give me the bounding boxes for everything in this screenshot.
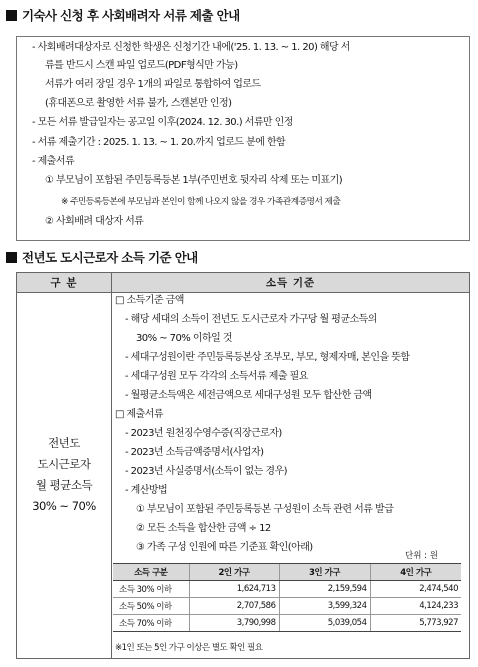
column-header: 3인 가구	[279, 564, 370, 581]
income-threshold-table	[113, 563, 461, 632]
criteria-line: □ 소득기준 금액	[115, 295, 184, 306]
row-label: 소득 70% 이하	[113, 615, 189, 632]
table-cell: 2,159,594	[279, 581, 370, 598]
section1-title: 기숙사 신청 후 사회배려자 서류 제출 안내	[22, 8, 240, 23]
criteria-line: - 세대구성원이란 주민등록등본상 조부모, 부모, 형제자매, 본인을 뜻함	[125, 352, 410, 363]
criteria-line: - 해당 세대의 소득이 전년도 도시근로자 가구당 월 평균소득의	[125, 314, 377, 325]
text-line: ② 사회배려 대상자 서류	[45, 216, 144, 227]
text-line: - 사회배려대상자로 신청한 학생은 신청기간 내에('25. 1. 13. ~ 1. 20) 해당 서	[32, 42, 350, 53]
text-line: 류를 반드시 스캔 파일 업로드(PDF형식만 가능)	[45, 60, 238, 71]
category-line: 도시근로자	[37, 457, 91, 471]
note-line: ※ 주민등록등본에 부모님과 본인이 함께 나오지 않을 경우 가족관계증명서 제출	[61, 197, 341, 207]
criteria-line: □ 제출서류	[115, 409, 163, 420]
criteria-line: - 2023년 소득금액증명서(사업자)	[125, 447, 264, 458]
criteria-line: ① 부모님이 포함된 주민등록등본 구성원이 소득 관련 서류 발급	[136, 504, 394, 515]
criteria-line: ③ 가족 구성 인원에 따른 기준표 확인(아래)	[136, 542, 313, 553]
text-line: - 서류 제출기간 : 2025. 1. 13. ~ 1. 20.까지 업로드 분에 한함	[32, 137, 286, 148]
category-line: 전년도	[48, 436, 80, 450]
table-cell: 3,790,998	[189, 615, 279, 632]
category-line: 30% ~ 70%	[32, 499, 96, 513]
document-submission-box	[16, 36, 470, 241]
income-table-header-row	[113, 564, 461, 581]
table-row	[113, 581, 461, 598]
square-bullet-icon	[6, 10, 17, 21]
table-cell: 2,474,540	[370, 581, 461, 598]
criteria-line: - 세대구성원 모두 각각의 소득서류 제출 필요	[125, 371, 308, 382]
table-cell: 1,624,713	[189, 581, 279, 598]
section1-heading	[6, 6, 240, 24]
text-line: 서류가 여러 장일 경우 1개의 파일로 통합하여 업로드	[45, 79, 261, 90]
table-cell: 5,773,927	[370, 615, 461, 632]
section2-heading	[6, 248, 198, 266]
table-row	[113, 598, 461, 615]
category-cell	[17, 433, 111, 517]
text-line: (휴대폰으로 촬영한 서류 불가, 스캔본만 인정)	[45, 98, 232, 109]
criteria-line: - 2023년 원천징수영수증(직장근로자)	[125, 428, 282, 439]
row-label: 소득 50% 이하	[113, 598, 189, 615]
criteria-line: - 월평균소득액은 세전금액으로 세대구성원 모두 합산한 금액	[125, 390, 372, 401]
column-header: 소득 구분	[113, 564, 189, 581]
table-header	[17, 273, 469, 293]
row-label: 소득 30% 이하	[113, 581, 189, 598]
household-note: ※1인 또는 5인 가구 이상은 별도 확인 필요	[115, 643, 263, 653]
table-cell: 5,039,054	[279, 615, 370, 632]
table-row	[113, 615, 461, 632]
criteria-line: - 계산방법	[125, 485, 168, 496]
square-bullet-icon	[6, 252, 17, 263]
text-line: - 제출서류	[32, 156, 75, 167]
text-line: ① 부모님이 포함된 주민등록등본 1부(주민번호 뒷자리 삭제 또는 미표기)	[45, 175, 343, 186]
column-header: 2인 가구	[189, 564, 279, 581]
section2-title: 전년도 도시근로자 소득 기준 안내	[22, 250, 198, 265]
table-cell: 4,124,233	[370, 598, 461, 615]
criteria-line: 30% ~ 70% 이하일 것	[136, 333, 232, 344]
category-line: 월 평균소득	[35, 478, 93, 492]
unit-label: 단위 : 원	[405, 551, 438, 561]
table-cell: 2,707,586	[189, 598, 279, 615]
criteria-line: ② 모든 소득을 합산한 금액 ÷ 12	[136, 523, 271, 534]
text-line: - 모든 서류 발급일자는 공고일 이후(2024. 12. 30.) 서류만 인정	[32, 117, 293, 128]
criteria-line: - 2023년 사실증명서(소득이 없는 경우)	[125, 466, 287, 477]
header-category: 구 분	[50, 277, 78, 289]
column-divider	[111, 273, 112, 658]
column-header: 4인 가구	[370, 564, 461, 581]
table-cell: 3,599,324	[279, 598, 370, 615]
header-criteria: 소득 기준	[265, 277, 316, 289]
